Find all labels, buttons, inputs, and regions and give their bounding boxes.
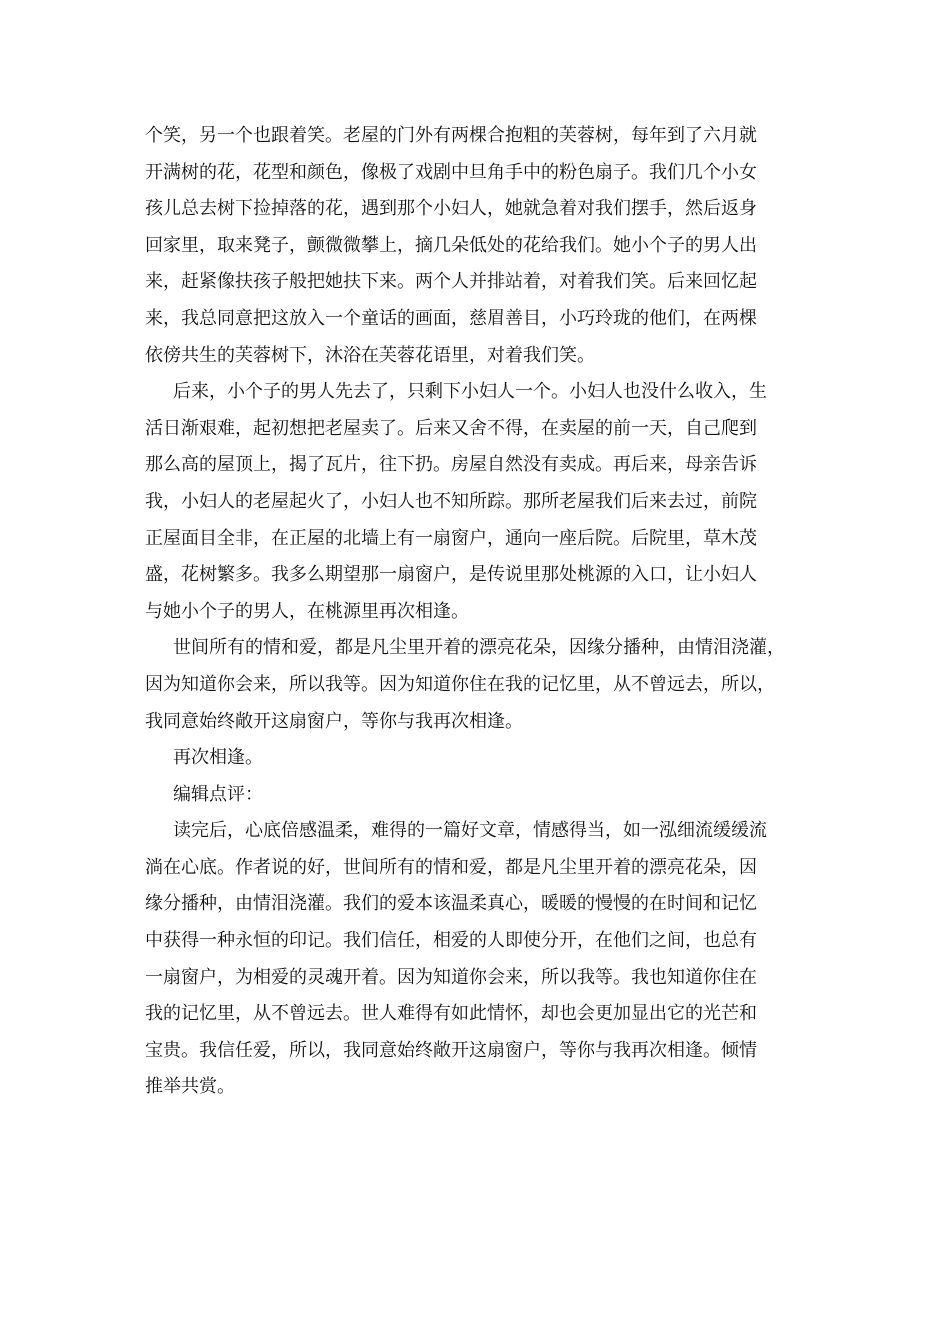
- text-line: 我，小妇人的老屋起火了，小妇人也不知所踪。那所老屋我们后来去过，前院: [145, 490, 757, 512]
- text-line: 来，我总同意把这放入一个童话的画面，慈眉善目，小巧玲珑的他们，在两棵: [145, 307, 757, 329]
- text-line: 孩儿总去树下捡掉落的花，遇到那个小妇人，她就急着对我们摆手，然后返身: [145, 198, 757, 220]
- text-line: 个笑，另一个也跟着笑。老屋的门外有两棵合抱粗的芙蓉树，每年到了六月就: [145, 125, 757, 146]
- text-line: 因为知道你会来，所以我等。因为知道你住在我的记忆里，从不曾远去，所以，: [145, 673, 775, 695]
- text-line: 一扇窗户，为相爱的灵魂开着。因为知道你会来，所以我等。我也知道你住在: [145, 966, 757, 988]
- text-line: 来，赶紧像扶孩子般把她扶下来。两个人并排站着，对着我们笑。后来回忆起: [145, 271, 757, 293]
- paragraph-start-line: 读完后，心底倍感温柔，难得的一篇好文章，情感得当，如一泓细流缓缓流: [173, 820, 767, 842]
- text-line: 盛，花树繁多。我多么期望那一扇窗户，是传说里那处桃源的入口，让小妇人: [145, 564, 757, 586]
- text-line: 开满树的花，花型和颜色，像极了戏剧中旦角手中的粉色扇子。我们几个小女: [145, 161, 757, 183]
- article-body: [145, 118, 825, 1106]
- text-line: 推举共赏。: [145, 1076, 235, 1098]
- paragraph-start-line: 再次相逢。: [173, 747, 263, 769]
- text-line: 中获得一种永恒的印记。我们信任，相爱的人即使分开，在他们之间，也总有: [145, 930, 757, 952]
- text-line: 我同意始终敞开这扇窗户，等你与我再次相逢。: [145, 710, 523, 732]
- text-line: 与她小个子的男人，在桃源里再次相逢。: [145, 600, 469, 622]
- paragraph-start-line: 世间所有的情和爱，都是凡尘里开着的漂亮花朵，因缘分播种，由情泪浇灌，: [173, 637, 785, 659]
- text-line: 活日渐艰难，起初想把老屋卖了。后来又舍不得，在卖屋的前一天，自己爬到: [145, 417, 757, 439]
- text-line: 回家里，取来凳子，颤微微攀上，摘几朵低处的花给我们。她小个子的男人出: [145, 234, 757, 256]
- editor-comment-heading: 编辑点评：: [173, 783, 263, 805]
- text-line: 那么高的屋顶上，揭了瓦片，往下扔。房屋自然没有卖成。再后来，母亲告诉: [145, 454, 757, 476]
- text-line: 依傍共生的芙蓉树下，沐浴在芙蓉花语里，对着我们笑。: [145, 344, 595, 366]
- text-line: 宝贵。我信任爱，所以，我同意始终敞开这扇窗户，等你与我再次相逢。倾情: [145, 1039, 757, 1061]
- text-line: 正屋面目全非，在正屋的北墙上有一扇窗户，通向一座后院。后院里，草木茂: [145, 527, 757, 549]
- text-line: 缘分播种，由情泪浇灌。我们的爱本该温柔真心，暖暖的慢慢的在时间和记忆: [145, 893, 757, 915]
- text-line: 我的记忆里，从不曾远去。世人难得有如此情怀，却也会更加显出它的光芒和: [145, 1003, 757, 1025]
- paragraph-start-line: 后来，小个子的男人先去了，只剩下小妇人一个。小妇人也没什么收入，生: [173, 381, 767, 403]
- text-line: 淌在心底。作者说的好，世间所有的情和爱，都是凡尘里开着的漂亮花朵，因: [145, 856, 757, 878]
